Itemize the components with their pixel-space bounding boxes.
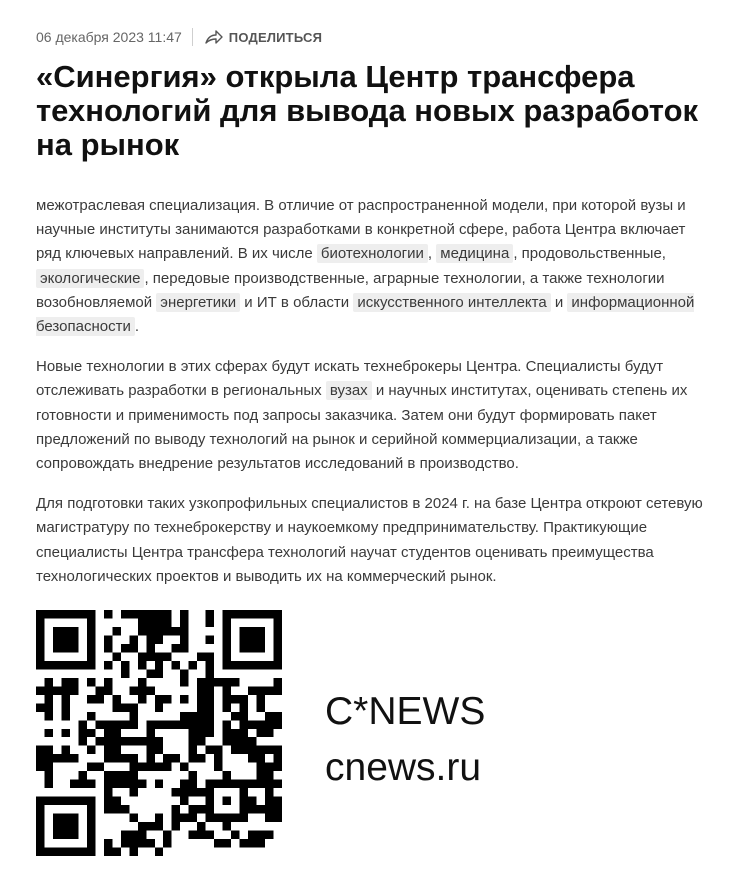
text-run: Новые технологии в этих сферах будут искать технеброкеры Центра. Специалисты будут отслеживать разработки в региональных (36, 358, 664, 400)
text-run: и научных институтах, оценивать степень их готовности и применимость под запросы заказчика. Затем они будут формировать пакет предложений по выводу технологий на рынок и серийной коммерциализации, а также сопровождать внедрение результатов исследований в производство. (36, 382, 688, 473)
brand-url: cnews.ru (325, 746, 482, 789)
text-run: и ИТ в области (240, 293, 354, 311)
paragraph-1 (36, 194, 706, 339)
tag-link[interactable]: биотехнологии (317, 244, 428, 263)
text-run: , (427, 245, 437, 263)
tag-link[interactable]: энергетики (156, 293, 240, 312)
text-run: , передовые производственные, аграрные технологии, а также технологии возобновляемой (36, 269, 665, 311)
tag-link[interactable]: информационной безопасности (36, 293, 695, 336)
article-body (36, 194, 706, 605)
article-title: «Синергия» открыла Центр трансфера технологий для вывода новых разработок на рынок (36, 59, 699, 162)
paragraph-2 (36, 355, 706, 476)
paragraph-3: Для подготовки таких узкопрофильных специалистов в 2024 г. на базе Центра откроют сетевую магистратуру по технеброкерству и наукоемкому предпринимательству. Практикующие специалисты Центра трансфера технологий научат студентов оценивать преимущества технологических проектов и выводить их на коммерческий рынок. (36, 495, 703, 585)
brand-block (325, 684, 485, 796)
qr-code (36, 610, 282, 856)
tag-link[interactable]: искусственного интеллекта (353, 293, 550, 312)
tag-link[interactable]: вузах (326, 381, 372, 400)
text-run: . (134, 318, 139, 336)
share-button[interactable] (205, 30, 322, 45)
share-label: ПОДЕЛИТЬСЯ (228, 29, 323, 45)
article-meta (36, 28, 322, 46)
tag-link[interactable]: экологические (36, 269, 144, 288)
share-arrow-icon (205, 30, 223, 44)
publish-date: 06 декабря 2023 11:47 (36, 29, 182, 45)
meta-divider (192, 28, 193, 46)
text-run: и (550, 293, 568, 311)
text-run: , продовольственные, (513, 245, 666, 263)
tag-link[interactable]: медицина (436, 244, 513, 263)
brand-logo-text: C*NEWS (325, 690, 486, 733)
text-run: межотраслевая специализация. В отличие от распространенной модели, при которой вузы и научные институты занимаются разработками в конкретной сфере, работа Центра включает ряд ключевых направлений. В их числе (36, 197, 686, 263)
